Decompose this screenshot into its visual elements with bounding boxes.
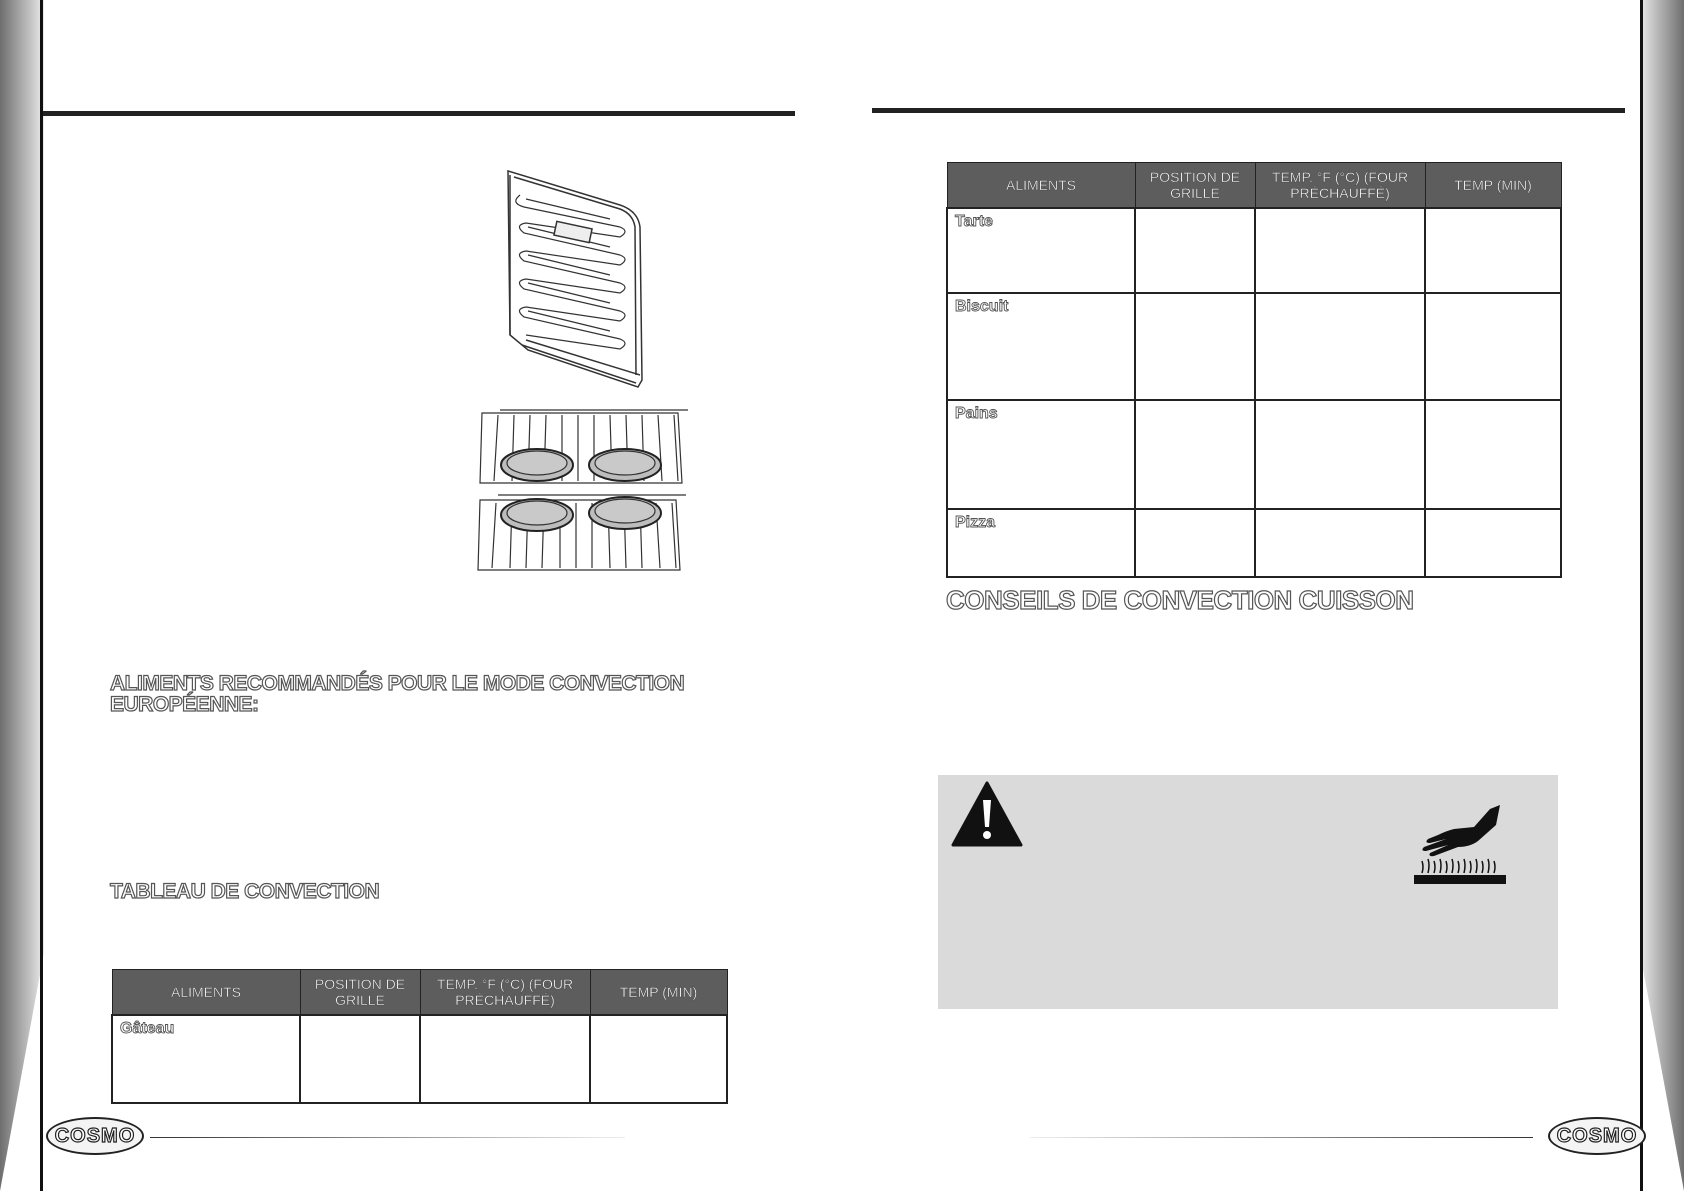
table-header-row [947, 163, 1561, 208]
table-header-row [112, 970, 727, 1015]
right-header-rule [872, 108, 1625, 113]
table-cell [420, 1015, 590, 1103]
oven-rack-illustration [470, 165, 710, 575]
table-cell [1425, 293, 1561, 400]
right-margin-line [1640, 0, 1643, 1191]
logo-text: COSMO [54, 1124, 136, 1147]
right-convection-table [946, 162, 1562, 578]
left-page-edge [0, 0, 44, 1191]
table-row [947, 400, 1561, 509]
recommended-foods-heading: ALIMENTS RECOMMANDÉS POUR LE MODE CONVECTION EUROPÉENNE: [110, 672, 685, 716]
table-cell [590, 1015, 727, 1103]
header-aliments: ALIMENTS [947, 163, 1135, 208]
cosmo-logo-right [1548, 1117, 1646, 1155]
header-temp: TEMP. °F (°C) (FOUR PRÉCHAUFFÉ) [420, 970, 590, 1015]
header-temp-min: TEMP (MIN) [590, 970, 727, 1015]
left-footer-line [150, 1137, 625, 1138]
header-temp: TEMP. °F (°C) (FOUR PRÉCHAUFFÉ) [1255, 163, 1425, 208]
table-cell [1255, 293, 1425, 400]
table-row [947, 208, 1561, 293]
logo-text: COSMO [1556, 1124, 1638, 1147]
right-page-edge [1640, 0, 1684, 1191]
convection-table-heading: TABLEAU DE CONVECTION [110, 880, 380, 903]
table-cell [1135, 509, 1255, 577]
table-cell [1425, 509, 1561, 577]
table-row [112, 1015, 727, 1103]
warning-triangle-icon [950, 780, 1024, 848]
right-footer-line [1030, 1137, 1533, 1138]
table-cell [1135, 293, 1255, 400]
left-margin-line [40, 0, 43, 1191]
header-temp-min: TEMP (MIN) [1425, 163, 1561, 208]
food-cell: Biscuit [947, 293, 1135, 400]
header-position-grille: POSITION DE GRILLE [300, 970, 420, 1015]
table-cell [1425, 400, 1561, 509]
table-cell [1425, 208, 1561, 293]
header-aliments: ALIMENTS [112, 970, 300, 1015]
table-cell [1135, 208, 1255, 293]
left-header-rule [43, 111, 795, 116]
table-cell [1255, 208, 1425, 293]
food-cell: Tarte [947, 208, 1135, 293]
left-convection-table [111, 969, 728, 1104]
food-cell: Pains [947, 400, 1135, 509]
cosmo-logo-left [46, 1117, 144, 1155]
table-cell [300, 1015, 420, 1103]
header-position-grille: POSITION DE GRILLE [1135, 163, 1255, 208]
table-cell [1255, 509, 1425, 577]
table-cell [1255, 400, 1425, 509]
table-row [947, 293, 1561, 400]
table-cell [1135, 400, 1255, 509]
food-cell: Gâteau [112, 1015, 300, 1103]
table-row [947, 509, 1561, 577]
convection-tips-heading: CONSEILS DE CONVECTION CUISSON [946, 585, 1414, 615]
food-cell: Pizza [947, 509, 1135, 577]
hot-surface-hand-icon [1408, 803, 1508, 885]
warning-box [938, 775, 1558, 1009]
